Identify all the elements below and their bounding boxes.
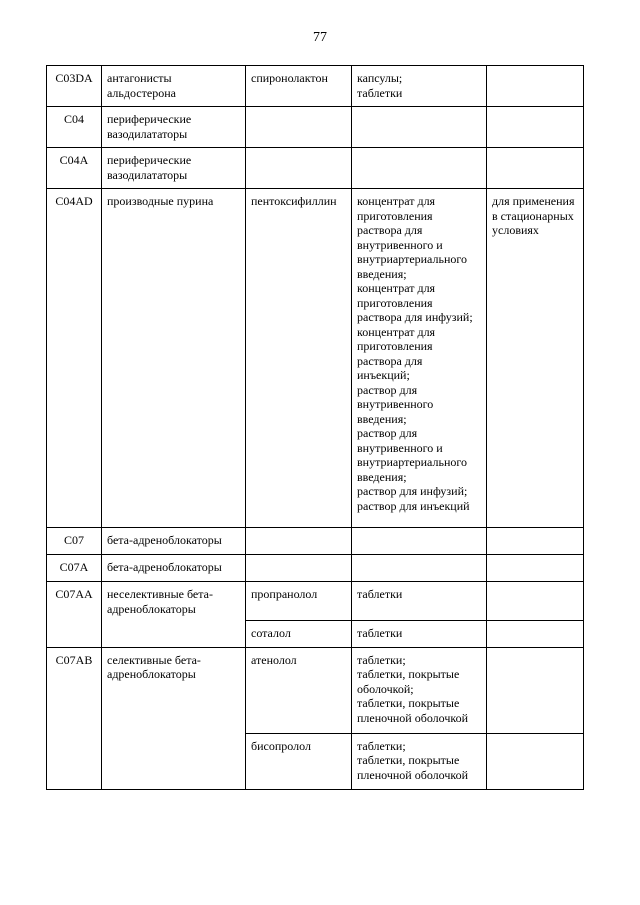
drug-name [246,148,352,189]
dosage-form: таблетки; таблетки, покрытые оболочкой; таблетки, покрытые пленочной оболочкой [352,647,487,733]
dosage-form: таблетки [352,582,487,621]
pharm-group: производные пурина [102,189,246,528]
pharm-group: бета-адреноблокаторы [102,555,246,582]
dosage-form: концентрат для приготовления раствора для внутривенного и внутриартериального введения; концентрат для приготовления раствора для инфузий; концентрат для приготовления раствора для инъекций; раствор для внутривенного введения; раствор для внутривенного и внутриартериального введения; раствор для инфузий; раствор для инъекций [352,189,487,528]
drug-name: пентоксифиллин [246,189,352,528]
drug-name: пропранолол [246,582,352,621]
table-row [47,528,584,555]
pharm-group: бета-адреноблокаторы [102,528,246,555]
atc-code: C07A [47,555,102,582]
usage-note [487,582,584,621]
usage-note [487,647,584,733]
dosage-form: таблетки [352,621,487,648]
table-row [47,582,584,621]
drug-name [246,555,352,582]
drug-name [246,528,352,555]
drug-name: спиронолактон [246,66,352,107]
dosage-form [352,107,487,148]
usage-note [487,66,584,107]
usage-note [487,528,584,555]
drug-table [46,65,584,790]
atc-code: C07 [47,528,102,555]
table-row [47,148,584,189]
atc-code: C07AB [47,647,102,789]
dosage-form: таблетки; таблетки, покрытые пленочной оболочкой [352,733,487,789]
atc-code: C04AD [47,189,102,528]
table-row [47,189,584,528]
table-row [47,647,584,733]
usage-note [487,107,584,148]
usage-note [487,555,584,582]
drug-name [246,107,352,148]
usage-note: для применения в стационарных условиях [487,189,584,528]
dosage-form [352,555,487,582]
pharm-group: неселективные бета- адреноблокаторы [102,582,246,648]
usage-note [487,621,584,648]
drug-name: бисопролол [246,733,352,789]
table-row [47,555,584,582]
usage-note [487,733,584,789]
atc-code: C04A [47,148,102,189]
dosage-form [352,528,487,555]
atc-code: C04 [47,107,102,148]
pharm-group: селективные бета- адреноблокаторы [102,647,246,789]
pharm-group: периферические вазодилататоры [102,148,246,189]
usage-note [487,148,584,189]
dosage-form [352,148,487,189]
dosage-form: капсулы; таблетки [352,66,487,107]
pharm-group: антагонисты альдостерона [102,66,246,107]
table-row [47,66,584,107]
drug-name: атенолол [246,647,352,733]
page-number: 77 [313,30,327,45]
atc-code: C03DA [47,66,102,107]
drug-name: соталол [246,621,352,648]
atc-code: C07AA [47,582,102,648]
table-row [47,107,584,148]
pharm-group: периферические вазодилататоры [102,107,246,148]
